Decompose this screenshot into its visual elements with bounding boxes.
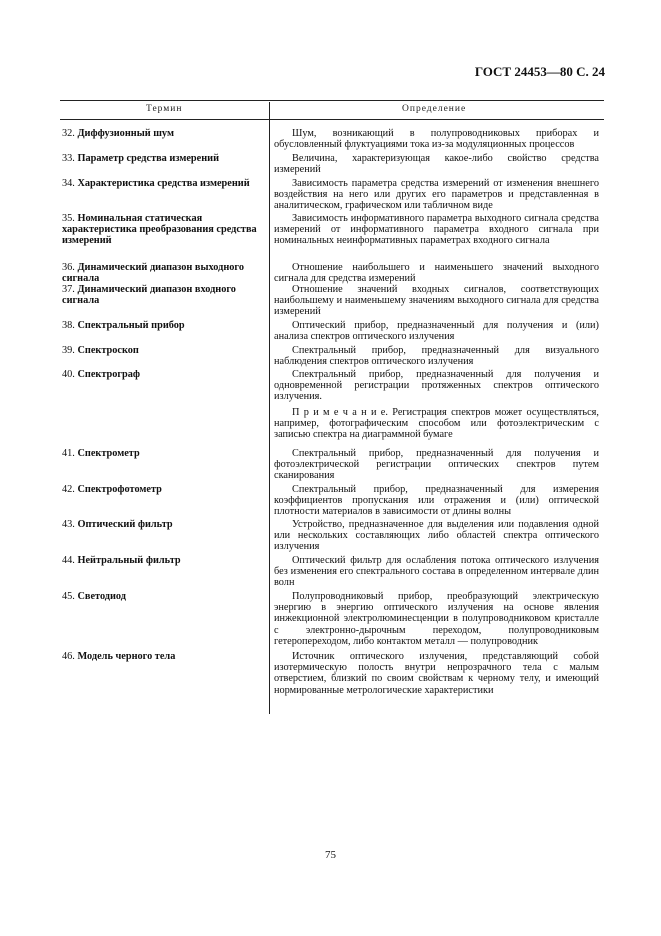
definition-43: Устройство, предназначенное для выделения или подавления одной или нескольких составляющих либо областей спектра оптического излучения	[274, 519, 599, 553]
term-42: 42. Спектрофотометр	[62, 484, 162, 495]
definition-38: Оптический прибор, предназначенный для получения и (или) анализа спектров оптического излучения	[274, 320, 599, 343]
table-top-rule	[60, 100, 604, 101]
definition-32: Шум, возникающий в полупроводниковых приборах и обусловленный флуктуациями тока из-за модуляционных процессов	[274, 128, 599, 151]
definition-39: Спектральный прибор, предназначенный для визуального наблюдения спектров оптического излучения	[274, 345, 599, 368]
term-34: 34. Характеристика средства измерений	[62, 178, 250, 189]
definition-42: Спектральный прибор, предназначенный для измерения коэффициентов пропускания или отражения и (или) оптической плотности материалов в зависимости от длины волны	[274, 484, 599, 518]
document-header: ГОСТ 24453—80 С. 24	[474, 64, 605, 79]
term-43: 43. Оптический фильтр	[62, 519, 173, 530]
term-46: 46. Модель черного тела	[62, 651, 176, 662]
term-32: 32. Диффузионный шум	[62, 128, 174, 139]
term-37: 37. Динамический диапазон входного сигнала	[62, 284, 236, 307]
term-36: 36. Динамический диапазон выходного сигнала	[62, 262, 244, 285]
definition-40: Спектральный прибор, предназначенный для получения и одновременной регистрации протяженных спектров оптического излучения. П р и м е ч а н и е. Регистрация спектров может осуществляться, например, фотографическим способом или фотоэлектрическим с записью спектра на диаграммной бумаге	[274, 369, 599, 441]
definition-40-note: П р и м е ч а н и е. Регистрация спектров может осуществляться, например, фотографическим способом или фотоэлектрическим с записью спектра на диаграммной бумаге	[274, 406, 599, 441]
term-45: 45. Светодиод	[62, 591, 126, 602]
definition-44: Оптический фильтр для ослабления потока оптического излучения без изменения его спектрального состава в определенном интервале длин волн	[274, 555, 599, 589]
term-35: 35. Номинальная статическая характеристика преобразования средства измерений	[62, 213, 257, 247]
term-44: 44. Нейтральный фильтр	[62, 555, 181, 566]
column-header-definition: Определение	[402, 104, 467, 114]
definition-45: Полупроводниковый прибор, преобразующий электрическую энергию в энергию оптического излучения на основе явления инжекционной электролюминесценции в полупроводниковом кристалле с электронно-дырочным переходом, полупроводниковым гетеропереходом, либо контактом металл — полупроводник	[274, 591, 599, 647]
definition-36: Отношение наибольшего и наименьшего значений выходного сигнала для средства измерений	[274, 262, 599, 285]
table-column-divider	[269, 102, 270, 714]
column-header-term: Термин	[146, 104, 183, 114]
definition-46: Источник оптического излучения, представляющий собой изотермическую полость внутри непрозрачного тела с малым отверстием, близкий по своим свойствам к черному телу, и имеющий нормированные метрологические характеристики	[274, 651, 599, 696]
definition-37: Отношение значений входных сигналов, соответствующих наибольшему и наименьшему значениям выходного сигнала для средства измерений	[274, 284, 599, 318]
term-39: 39. Спектроскоп	[62, 345, 139, 356]
definition-41: Спектральный прибор, предназначенный для получения и фотоэлектрической регистрации оптических спектров путем сканирования	[274, 448, 599, 482]
page-number: 75	[325, 849, 336, 861]
term-40: 40. Спектрограф	[62, 369, 141, 380]
definition-33: Величина, характеризующая какое-либо свойство средства измерений	[274, 153, 599, 176]
table-header-rule	[60, 119, 604, 120]
term-41: 41. Спектрометр	[62, 448, 140, 459]
definition-35: Зависимость информативного параметра выходного сигнала средства измерений от информативного параметра входного сигнала при номинальных неинформативных параметрах входного сигнала	[274, 213, 599, 247]
term-38: 38. Спектральный прибор	[62, 320, 185, 331]
definition-34: Зависимость параметра средства измерений от изменения внешнего воздействия на него или других его параметров и представленная в аналитическом, графическом или табличном виде	[274, 178, 599, 212]
term-33: 33. Параметр средства измерений	[62, 153, 220, 164]
